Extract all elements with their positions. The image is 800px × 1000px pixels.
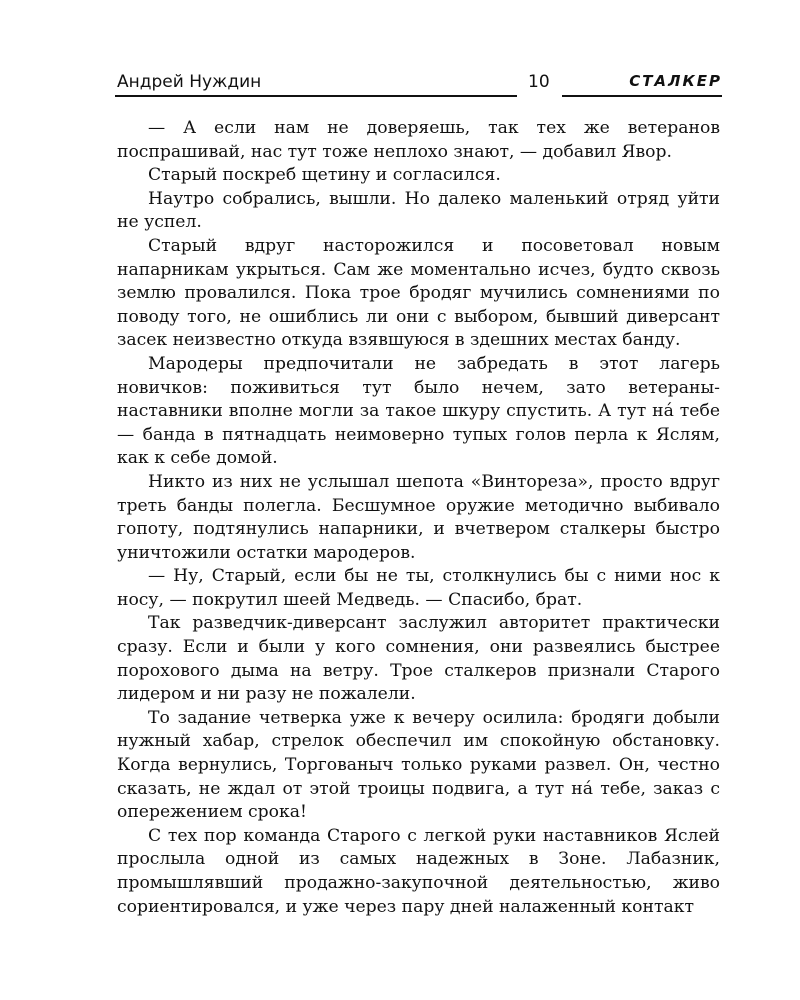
paragraph: Наутро собрались, вышли. Но далеко маленький отряд уйти не успел. xyxy=(117,188,720,233)
running-header xyxy=(115,68,722,98)
page-number: 10 xyxy=(528,72,550,92)
paragraph: Никто из них не услышал шепота «Винтореза», просто вдруг треть банды полегла. Бесшумное оружие методично выбивало гопоту, подтянулись напарники, и вчетвером сталкеры быстро уничтожили остатки мародеров. xyxy=(117,471,720,563)
paragraph: Старый поскреб щетину и согласился. xyxy=(148,165,501,186)
paragraph: Старый вдруг насторожился и посоветовал новым напарникам укрыться. Сам же моментально исчез, будто сквозь землю провалился. Пока трое бродяг мучились сомнениями по поводу того, не ошиблись ли они с выбором, бывший диверсант засек неизвестно откуда взявшуюся в здешних местах банду. xyxy=(117,235,720,351)
paragraph: С тех пор команда Старого с легкой руки наставников Яслей прослыла одной из самых надежных в Зоне. Лабазник, промышлявший продажно-закупочной деятельностью, живо сориентировался, и уже через пару дней налаженный контакт xyxy=(117,825,720,917)
paragraph: Так разведчик-диверсант заслужил авторитет практически сразу. Если и были у кого сомнения, они развеялись быстрее порохового дыма на ветру. Трое сталкеров признали Старого лидером и ни разу не пожалели. xyxy=(117,613,720,705)
paragraph: Мародеры предпочитали не забредать в этот лагерь новичков: поживиться тут было нечем, зато ветераны-наставники вполне могли за такое шкуру спустить. А тут нá тебе — банда в пятнадцать неимоверно тупых голов перла к Яслям, как к себе домой. xyxy=(117,353,720,469)
header-rule-left xyxy=(115,95,517,97)
header-author: Андрей Нуждин xyxy=(117,72,262,92)
paragraph: То задание четверка уже к вечеру осилила: бродяги добыли нужный хабар, стрелок обеспечил им спокойную обстановку. Когда вернулись, Торгованыч только руками развел. Он, честно сказать, не ждал от этой троицы подвига, а тут нá тебе, заказ с опережением срока! xyxy=(117,707,720,823)
body-text xyxy=(117,117,720,919)
paragraph: — Ну, Старый, если бы не ты, столкнулись бы с ними нос к носу, — покрутил шеей Медведь. — Спасибо, брат. xyxy=(117,566,720,610)
header-book-title: СТАЛКЕР xyxy=(629,72,722,90)
header-rule-right xyxy=(562,95,722,97)
paragraph: — А если нам не доверяешь, так тех же ветеранов поспрашивай, нас тут тоже неплохо знают, — добавил Явор. xyxy=(117,118,720,162)
